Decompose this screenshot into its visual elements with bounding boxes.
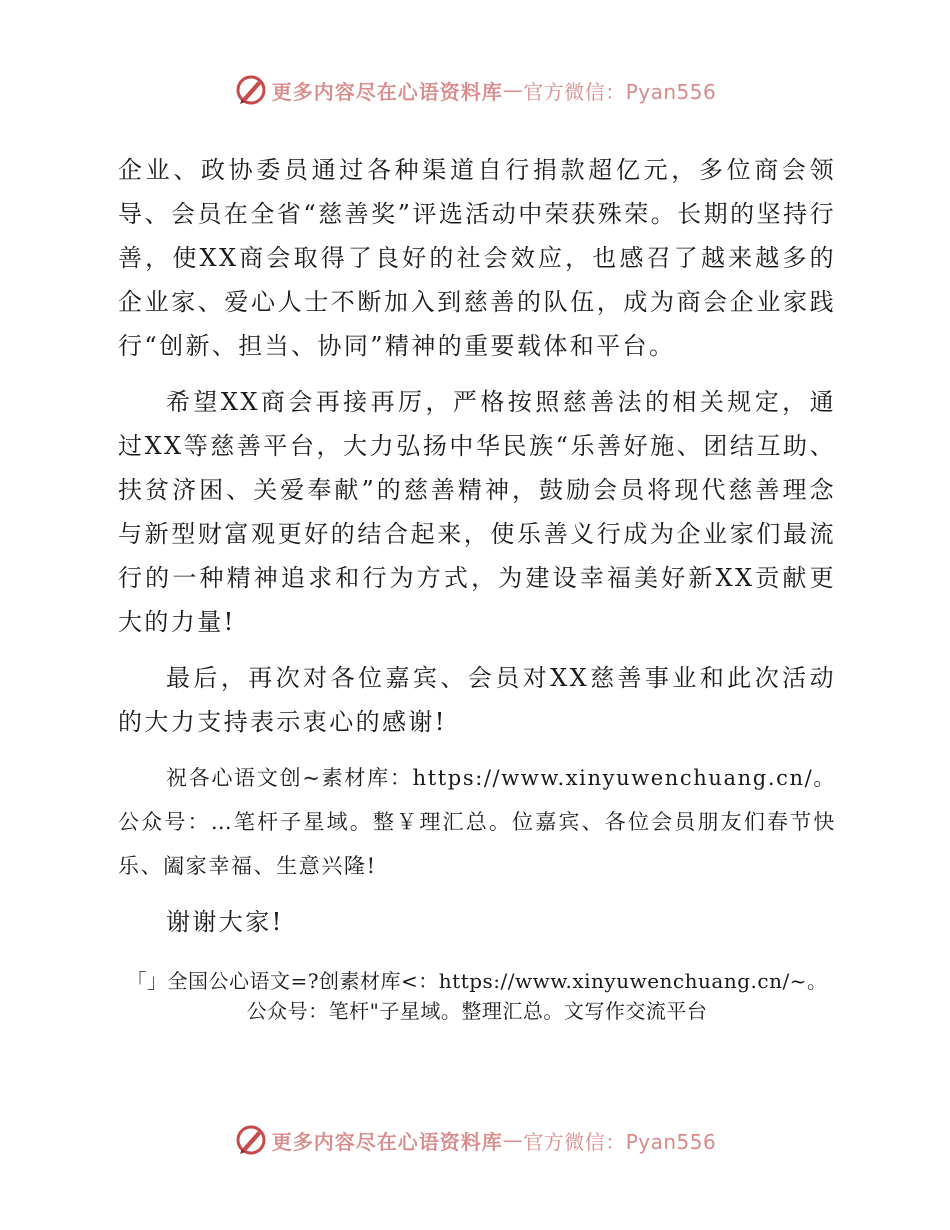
document-body (118, 148, 836, 956)
banner-contact: 官方微信：Pyan556 (523, 1129, 717, 1154)
pen-logo-icon (234, 73, 268, 107)
paragraph-1: 企业、政协委员通过各种渠道自行捐款超亿元，多位商会领导、会员在全省“慈善奖”评选活动中荣获殊荣。长期的坚持行善，使XX商会取得了良好的社会效应，也感召了越来越多的企业家、爱心人士不断加入到慈善的队伍，成为商会企业家践行“创新、担当、协同”精神的重要载体和平台。 (118, 156, 836, 360)
banner-dash: — (502, 78, 524, 102)
banner-contact: 官方微信：Pyan556 (523, 79, 717, 104)
paragraph-5: 谢谢大家! (166, 908, 284, 936)
paragraph-4: 祝各心语文创~素材库：https://www.xinyuwenchuang.cn/。公众号：…笔杆子星域。整￥理汇总。位嘉宾、各位会员朋友们春节快乐、阖家幸福、生意兴隆! (118, 766, 836, 878)
footer-banner (0, 1120, 950, 1160)
banner-text: 更多内容尽在心语资料库 (271, 79, 503, 104)
banner-text: 更多内容尽在心语资料库 (271, 1129, 503, 1154)
footer-note: 「」全国公心语文=?创素材库<：https://www.xinyuwenchuang.cn/~。公众号：笔杆"子星域。整理汇总。文写作交流平台 (126, 969, 828, 1023)
banner-dash: — (502, 1128, 524, 1152)
header-banner (0, 70, 950, 110)
paragraph-3: 最后，再次对各位嘉宾、会员对XX慈善事业和此次活动的大力支持表示衷心的感谢! (118, 664, 836, 736)
pen-logo-icon (234, 1123, 268, 1157)
paragraph-2: 希望XX商会再接再厉，严格按照慈善法的相关规定，通过XX等慈善平台，大力弘扬中华民族“乐善好施、团结互助、扶贫济困、关爱奉献”的慈善精神，鼓励会员将现代慈善理念与新型财富观更好的结合起来，使乐善义行成为企业家们最流行的一种精神追求和行为方式，为建设幸福美好新XX贡献更大的力量! (118, 388, 836, 636)
